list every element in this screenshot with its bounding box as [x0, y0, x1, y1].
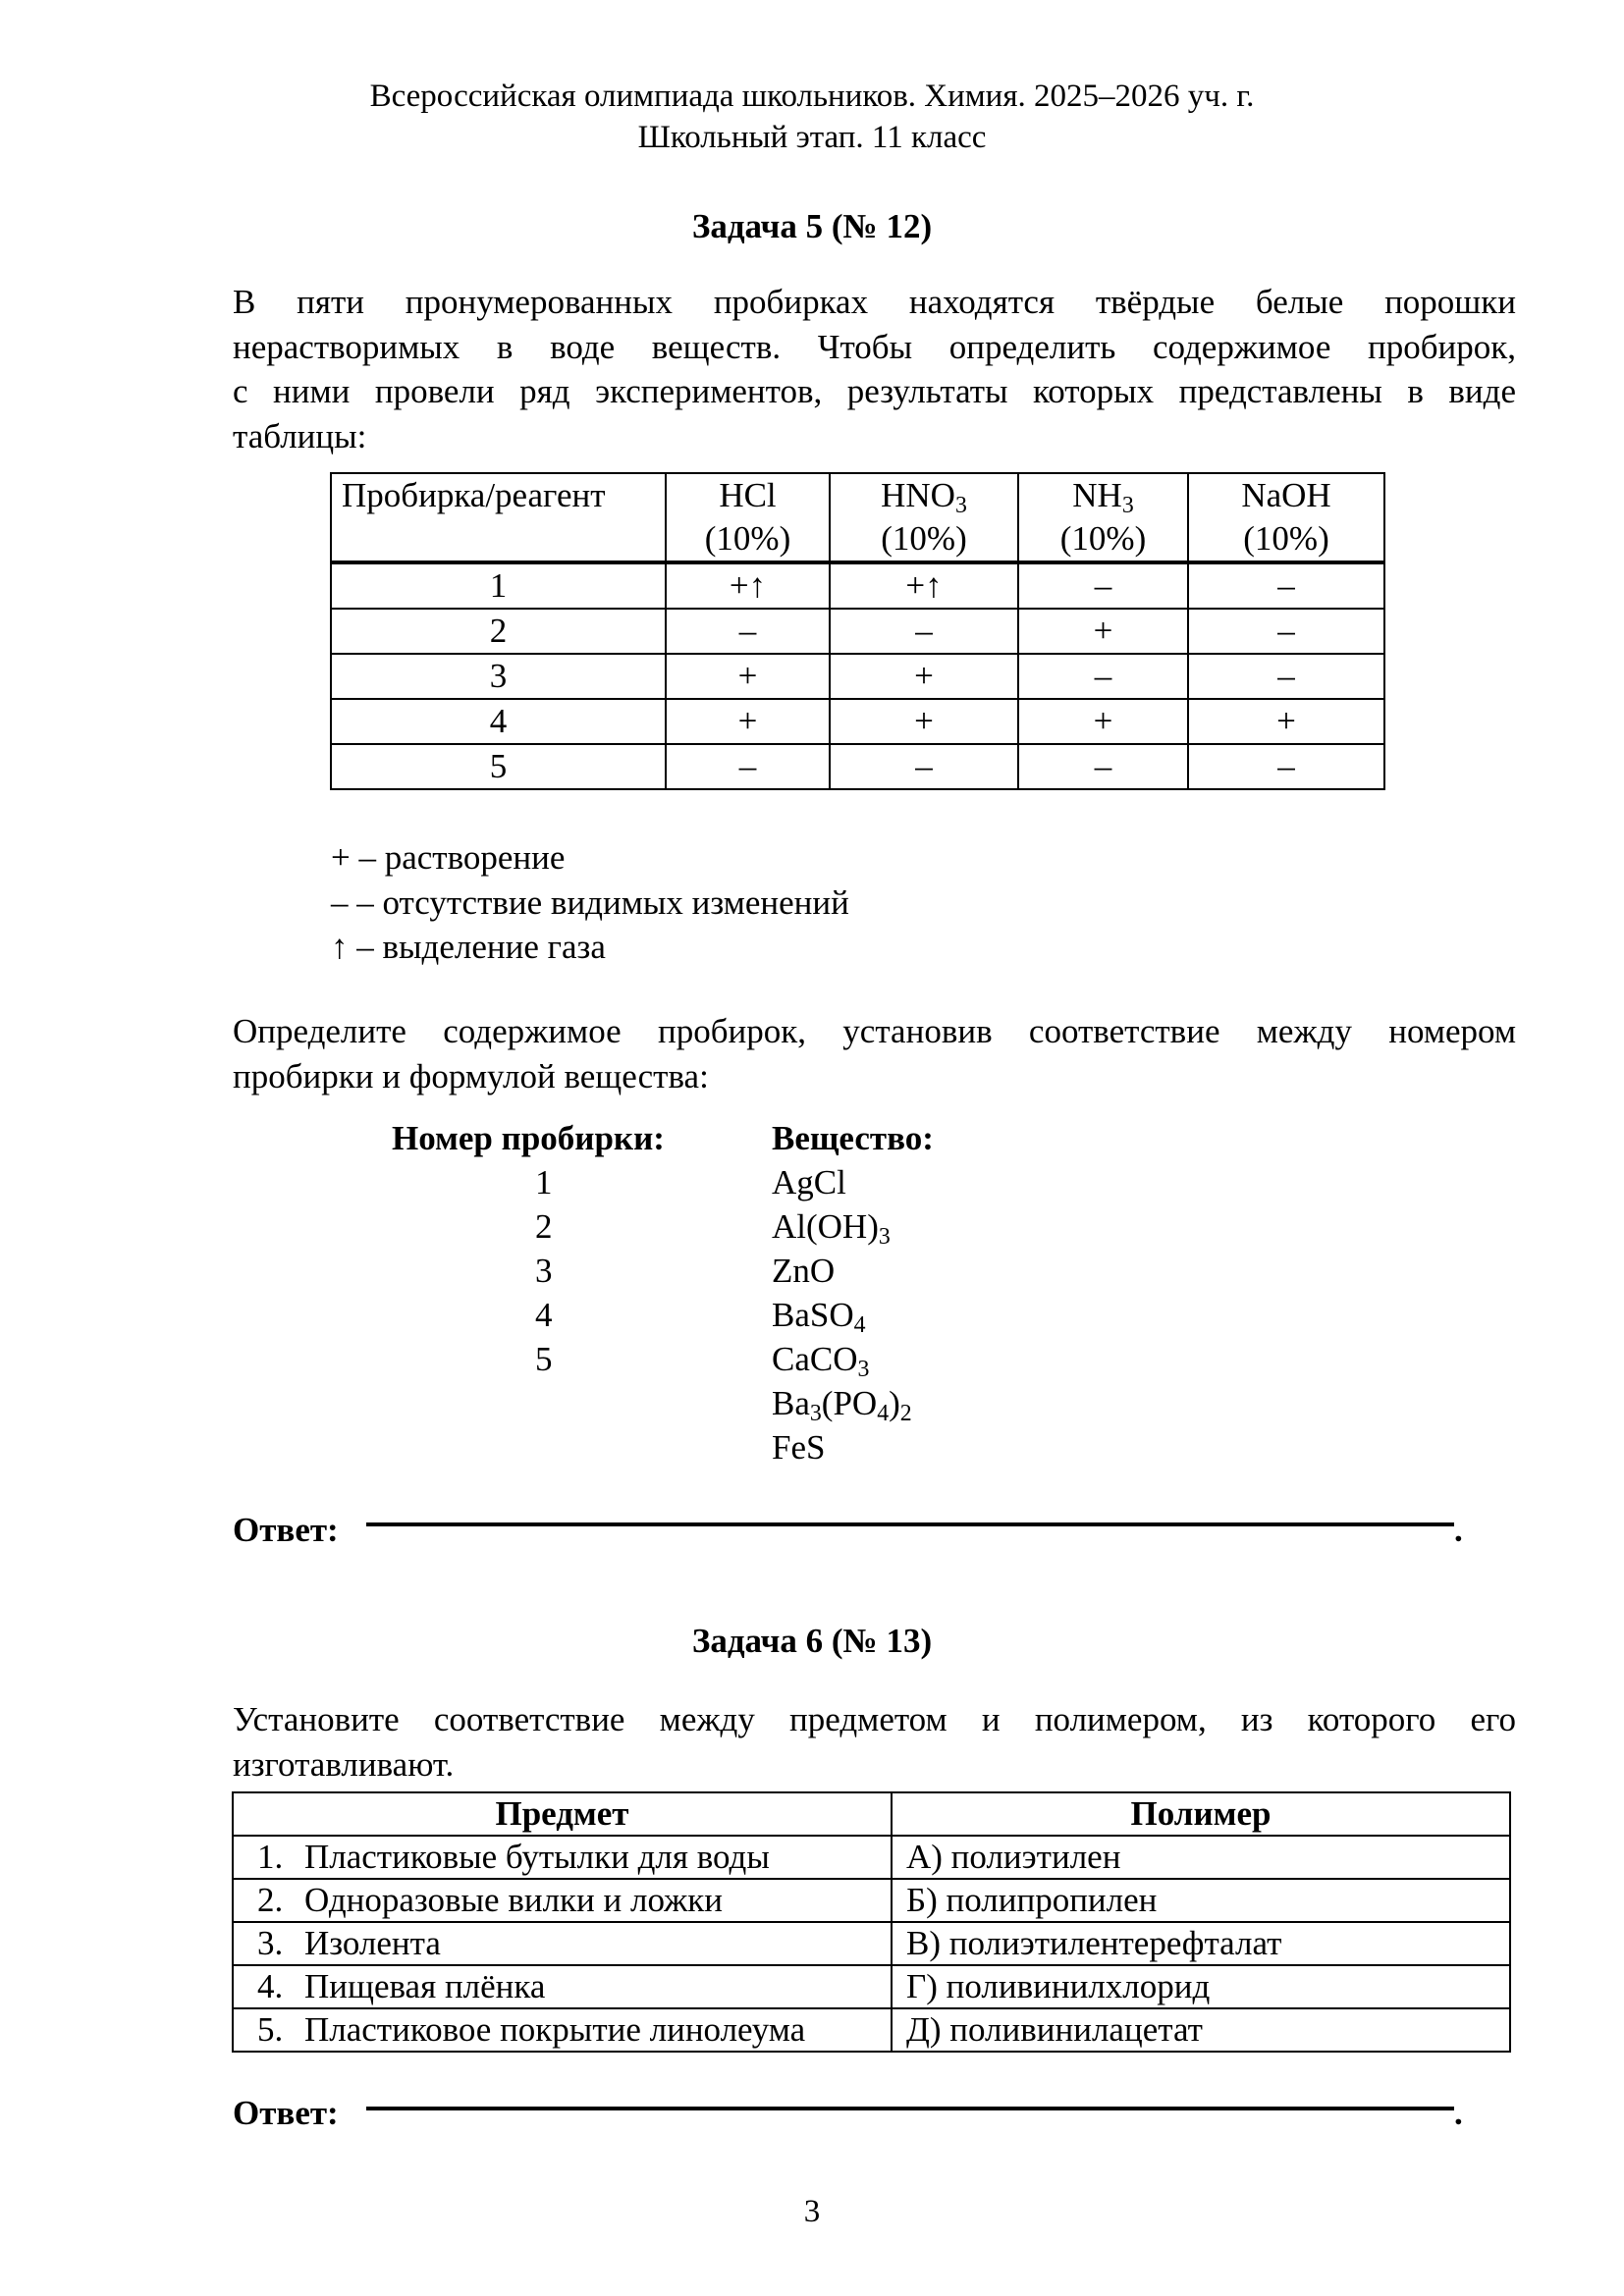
result-cell: + — [666, 699, 830, 744]
formula-text: BaSO — [772, 1296, 854, 1334]
item-label: Одноразовые вилки и ложки — [304, 1881, 724, 1919]
task5-instruction-line: Определите содержимое пробирок, установив соответствие между номером — [233, 1012, 1516, 1050]
formula-subscript: 3 — [809, 1400, 822, 1426]
result-cell: – — [1018, 562, 1188, 609]
result-cell: + — [830, 699, 1018, 744]
result-cell: – — [830, 744, 1018, 789]
formula-text: Ba — [772, 1384, 810, 1422]
column-header-item: Предмет — [233, 1792, 892, 1836]
result-cell: – — [666, 744, 830, 789]
task5-answer-label: Ответ: — [233, 1511, 339, 1549]
task5-instruction-line: пробирки и формулой вещества: — [233, 1056, 709, 1095]
task5-instruction — [233, 1009, 1516, 1098]
item-cell — [233, 2008, 892, 2052]
task6-answer-period: . — [1454, 2094, 1463, 2132]
document-header-line-2: Школьный этап. 11 класс — [637, 120, 987, 155]
tube-number-cell: 3 — [331, 654, 666, 699]
item-label: Изолента — [304, 1924, 441, 1962]
reagent-subscript: 3 — [1121, 492, 1134, 518]
corner-header: Пробирка/реагент — [331, 473, 666, 562]
result-cell: – — [1018, 744, 1188, 789]
substance-item — [772, 1249, 934, 1293]
column-header-hno3 — [830, 473, 1018, 562]
task5-answer-field[interactable] — [366, 1522, 1454, 1526]
table-row — [233, 1836, 1510, 1879]
reagent-formula: HNO — [881, 476, 955, 514]
item-number: 5. — [257, 2010, 284, 2049]
polymer-cell: Б) полипропилен — [892, 1879, 1510, 1922]
tube-number-cell: 1 — [331, 562, 666, 609]
tube-number-cell: 2 — [331, 609, 666, 654]
task6-intro-line: изготавливают. — [233, 1744, 455, 1784]
item-label: Пластиковые бутылки для воды — [304, 1838, 770, 1876]
polymer-matching-table — [232, 1791, 1511, 2053]
result-cell: +↑ — [666, 562, 830, 609]
tube-number-list — [392, 1116, 665, 1381]
result-cell: + — [1018, 609, 1188, 654]
task5-title: Задача 5 (№ 12) — [691, 207, 933, 245]
tube-number-item: 3 — [535, 1252, 553, 1290]
item-cell — [233, 1965, 892, 2008]
reagent-formula: HCl — [719, 476, 777, 514]
reagent-concentration: (10%) — [704, 519, 791, 558]
document-header-line-1: Всероссийская олимпиада школьников. Химия. 2025–2026 уч. г. — [369, 79, 1255, 114]
result-cell: – — [666, 609, 830, 654]
item-number: 3. — [257, 1924, 284, 1962]
reagent-formula: NH — [1072, 476, 1122, 514]
formula-text: AgCl — [772, 1163, 846, 1201]
reagent-formula: NaOH — [1241, 476, 1331, 514]
polymer-cell: Д) поливинилацетат — [892, 2008, 1510, 2052]
tube-number-item: 1 — [535, 1163, 553, 1201]
tube-number-cell: 4 — [331, 699, 666, 744]
reagent-concentration: (10%) — [881, 519, 967, 558]
table-row — [331, 609, 1384, 654]
table-legend — [331, 835, 849, 970]
result-cell: + — [1018, 699, 1188, 744]
item-cell — [233, 1922, 892, 1965]
table-row — [233, 1922, 1510, 1965]
table-row — [331, 654, 1384, 699]
substance-item — [772, 1381, 934, 1425]
task5-answer-period: . — [1454, 1511, 1463, 1549]
result-cell: – — [1188, 654, 1384, 699]
item-number: 2. — [257, 1881, 284, 1919]
task6-answer-field[interactable] — [366, 2107, 1454, 2110]
table-header-row — [233, 1792, 1510, 1836]
reagent-concentration: (10%) — [1243, 519, 1329, 558]
task5-intro-line: нерастворимых в воде веществ. Чтобы определить содержимое пробирок, — [233, 327, 1516, 366]
result-cell: + — [666, 654, 830, 699]
legend-item-gas-release: ↑ – выделение газа — [331, 928, 606, 966]
tube-number-header: Номер пробирки: — [392, 1119, 665, 1157]
table-header-row — [331, 473, 1384, 562]
result-cell: +↑ — [830, 562, 1018, 609]
item-number: 1. — [257, 1838, 284, 1876]
table-row — [331, 699, 1384, 744]
legend-item-dissolution: + – растворение — [331, 838, 566, 877]
table-row — [233, 1965, 1510, 2008]
reagent-concentration: (10%) — [1059, 519, 1147, 558]
formula-text: ) — [889, 1384, 900, 1422]
reagent-subscript: 3 — [954, 492, 967, 518]
task5-intro-line: таблицы: — [233, 416, 367, 455]
task6-answer-label: Ответ: — [233, 2094, 339, 2132]
table-row — [331, 562, 1384, 609]
result-cell: – — [1188, 744, 1384, 789]
tube-number-item: 4 — [535, 1296, 553, 1334]
column-header-hcl — [666, 473, 830, 562]
item-cell — [233, 1836, 892, 1879]
table-row — [233, 1879, 1510, 1922]
item-label: Пластиковое покрытие линолеума — [304, 2010, 806, 2049]
task5-intro-line: с ними провели ряд экспериментов, результаты которых представлены в виде — [233, 372, 1516, 410]
task6-intro — [233, 1697, 1516, 1787]
tube-number-cell: 5 — [331, 744, 666, 789]
task5-intro-line: В пяти пронумерованных пробирках находятся твёрдые белые порошки — [233, 283, 1516, 321]
page-number: 3 — [803, 2194, 821, 2229]
polymer-cell: А) полиэтилен — [892, 1836, 1510, 1879]
tube-number-item: 2 — [535, 1207, 553, 1246]
table-row — [233, 2008, 1510, 2052]
result-cell: – — [830, 609, 1018, 654]
item-cell — [233, 1879, 892, 1922]
item-label: Пищевая плёнка — [304, 1967, 546, 2005]
result-cell: – — [1188, 562, 1384, 609]
column-header-polymer: Полимер — [892, 1792, 1510, 1836]
formula-text: (PO — [821, 1384, 878, 1422]
column-header-nh3 — [1018, 473, 1188, 562]
formula-text: CaCO — [772, 1340, 858, 1378]
formula-subscript: 3 — [878, 1223, 891, 1250]
table-row — [331, 744, 1384, 789]
result-cell: + — [830, 654, 1018, 699]
legend-item-no-change: – – отсутствие видимых изменений — [331, 882, 849, 922]
result-cell: – — [1188, 609, 1384, 654]
result-cell: + — [1188, 699, 1384, 744]
substance-item — [772, 1160, 934, 1204]
reagent-results-table — [330, 472, 1385, 790]
polymer-cell: Г) поливинилхлорид — [892, 1965, 1510, 2008]
tube-number-item: 5 — [535, 1340, 553, 1378]
substance-item — [772, 1425, 934, 1469]
formula-subscript: 3 — [857, 1356, 870, 1382]
formula-text: FeS — [772, 1428, 826, 1467]
task6-intro-line: Установите соответствие между предметом и полимером, из которого его — [233, 1700, 1516, 1738]
formula-text: ZnO — [772, 1252, 836, 1290]
result-cell: – — [1018, 654, 1188, 699]
polymer-cell: В) полиэтилентерефталат — [892, 1922, 1510, 1965]
substance-list — [772, 1116, 934, 1469]
formula-text: Al(OH) — [772, 1207, 879, 1246]
substance-header: Вещество: — [772, 1119, 934, 1157]
substance-item — [772, 1293, 934, 1337]
formula-subscript: 4 — [853, 1311, 866, 1338]
substance-item — [772, 1337, 934, 1381]
formula-subscript: 2 — [899, 1400, 912, 1426]
item-number: 4. — [257, 1967, 284, 2005]
formula-subscript: 4 — [877, 1400, 890, 1426]
task6-title: Задача 6 (№ 13) — [691, 1622, 933, 1660]
task5-intro — [233, 280, 1516, 458]
substance-item — [772, 1204, 934, 1249]
column-header-naoh — [1188, 473, 1384, 562]
